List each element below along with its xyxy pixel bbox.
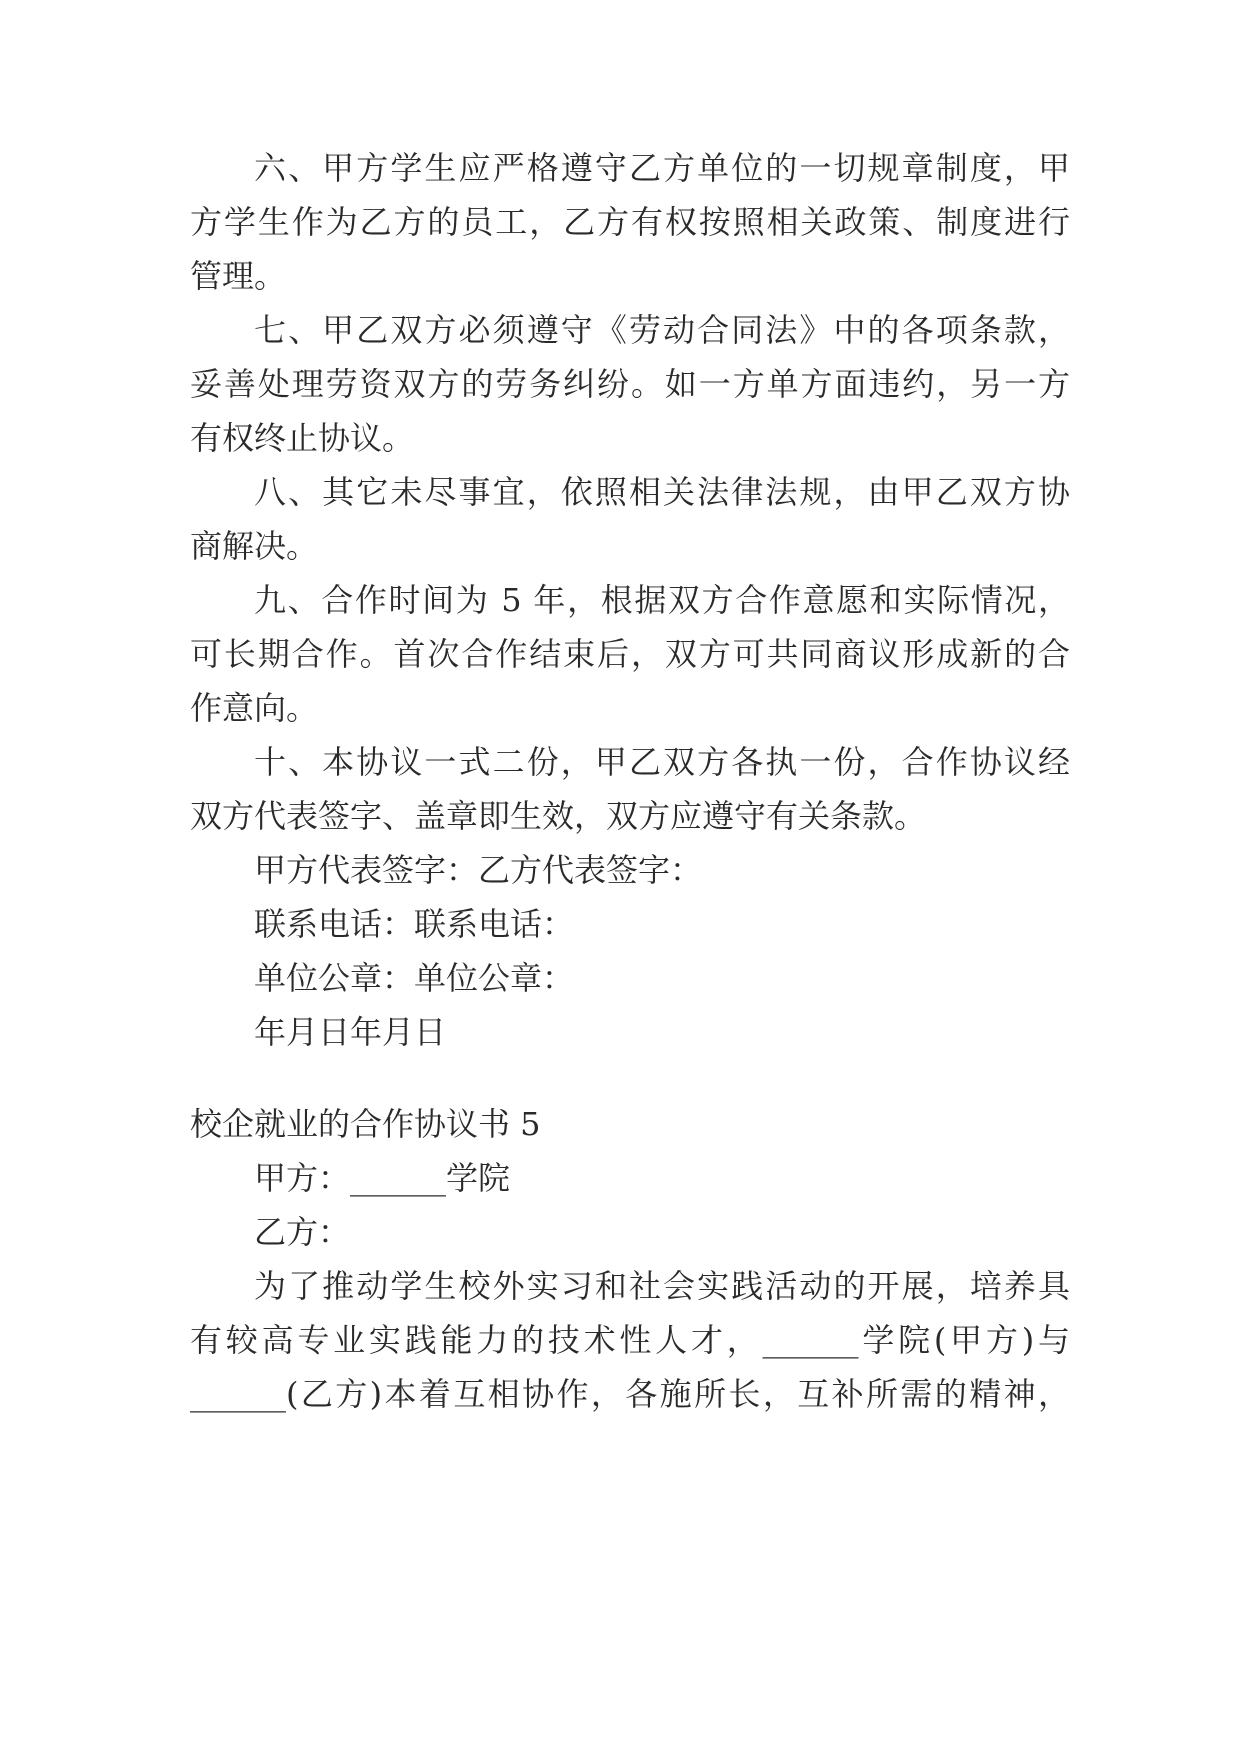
text-line: 双方代表签字、盖章即生效，双方应遵守有关条款。 (190, 797, 927, 835)
text-line: 有权终止协议。 (190, 419, 415, 457)
text-line: 商解决。 (190, 527, 319, 565)
text-line: 联系电话：联系电话： (254, 905, 575, 943)
text-line: 单位公章：单位公章： (254, 959, 575, 997)
text-line: 十、本协议一式二份，甲乙双方各执一份，合作协议经 (254, 743, 1070, 781)
text-line: 甲方代表签字：乙方代表签字： (254, 851, 703, 889)
text-line: 八、其它未尽事宜，依照相关法律法规，由甲乙双方协 (254, 473, 1070, 511)
text-line: 七、甲乙双方必须遵守《劳动合同法》中的各项条款， (254, 311, 1070, 349)
text-line: 年月日年月日 (254, 1013, 447, 1051)
text-line: 甲方：______学院 (254, 1159, 511, 1197)
section-title: 校企就业的合作协议书 5 (190, 1105, 541, 1143)
text-line: 六、甲方学生应严格遵守乙方单位的一切规章制度，甲 (254, 149, 1070, 187)
text-line: 方学生作为乙方的员工，乙方有权按照相关政策、制度进行 (190, 203, 1070, 241)
text-line: 可长期合作。首次合作结束后，双方可共同商议形成新的合 (190, 635, 1070, 673)
text-line: 九、合作时间为 5 年，根据双方合作意愿和实际情况， (254, 581, 1070, 619)
text-line: 妥善处理劳资双方的劳务纠纷。如一方单方面违约，另一方 (190, 365, 1070, 403)
text-line: 乙方： (254, 1213, 351, 1251)
text-line: 作意向。 (190, 689, 319, 727)
text-line: 管理。 (190, 257, 287, 295)
text-line: ______(乙方)本着互相协作，各施所长，互补所需的精神， (190, 1375, 1070, 1413)
text-line: 为了推动学生校外实习和社会实践活动的开展，培养具 (254, 1267, 1070, 1305)
text-line: 有较高专业实践能力的技术性人才，______学院(甲方)与 (190, 1321, 1070, 1359)
